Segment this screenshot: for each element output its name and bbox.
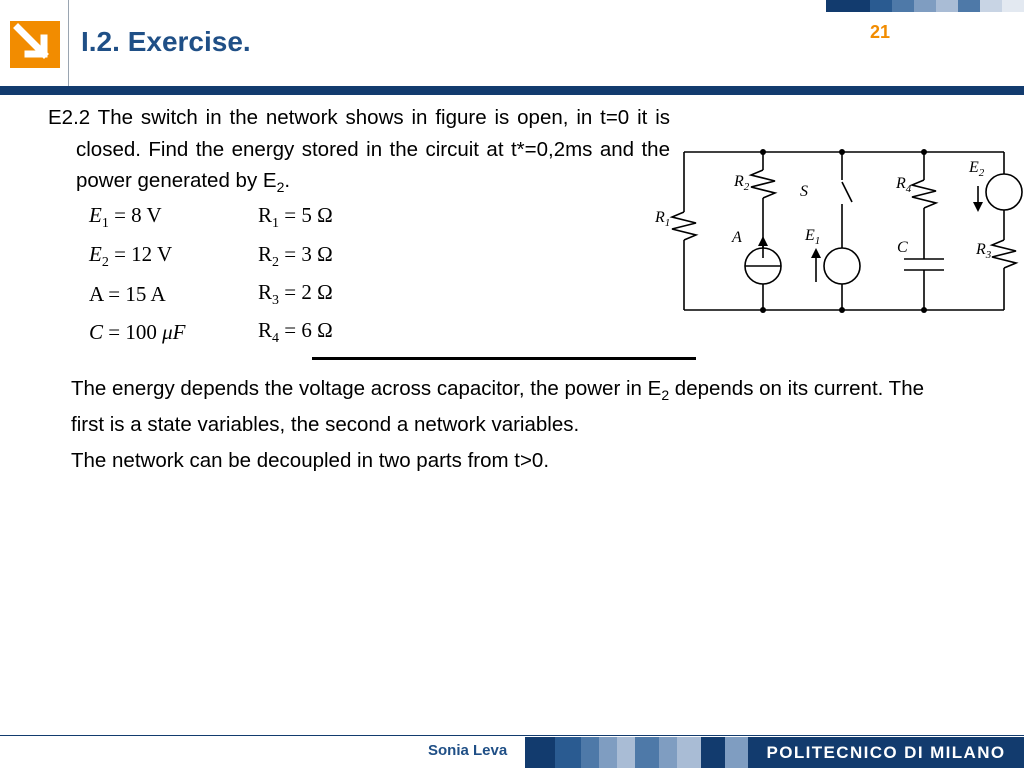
slide-number: 21 xyxy=(870,22,891,42)
explanation-paragraph-1: The energy depends the voltage across capacitor, the power in $E_2$ depends on its current. The first is a state variables, the second a network variables. xyxy=(71,377,924,437)
header-divider xyxy=(68,0,69,86)
footer-author: Sonia Leva xyxy=(428,742,508,759)
footer-line xyxy=(0,735,1024,736)
circuit-label-e2: $E_2$ xyxy=(969,159,985,179)
header-color-strip xyxy=(826,0,1024,12)
circuit-label-r1: $R_1$ xyxy=(655,209,671,229)
given-a: A = 15 A xyxy=(89,282,166,306)
given-e2: $E_2 = 12$ V xyxy=(89,242,173,271)
given-r1: $R_1 = 5$ Ω xyxy=(258,203,333,232)
circuit-label-c: C xyxy=(897,239,908,256)
given-r2: $R_2 = 3$ Ω xyxy=(258,242,333,271)
arrow-logo-icon xyxy=(0,0,68,86)
circuit-label-r3: $R_3$ xyxy=(976,241,992,261)
header-bar xyxy=(0,86,1024,95)
footer-brand: POLITECNICO DI MILANO xyxy=(748,737,1024,768)
circuit-diagram xyxy=(650,145,1024,320)
given-c: C = 100 μF xyxy=(89,320,186,344)
given-r4: $R_4 = 6$ Ω xyxy=(258,318,333,347)
circuit-label-s: S xyxy=(800,183,808,200)
page-title: I.2. Exercise. xyxy=(81,26,251,57)
problem-statement: E2.2 The switch in the network shows in figure is open, in t=0 it is closed. Find the energy stored in the circuit at t*=0,2ms and the power generated by $E_2$. xyxy=(48,106,670,196)
given-r3: $R_3 = 2$ Ω xyxy=(258,280,333,309)
circuit-label-r2: $R_2$ xyxy=(734,173,750,193)
footer-color-strip xyxy=(525,737,748,768)
circuit-label-r4: $R_4$ xyxy=(896,175,912,195)
explanation-paragraph-2: The network can be decoupled in two parts from t>0. xyxy=(71,449,550,472)
circuit-label-a: A xyxy=(732,229,742,246)
circuit-label-e1: $E_1$ xyxy=(805,227,821,247)
separator-rule xyxy=(312,357,696,360)
logo xyxy=(0,0,68,86)
given-e1: $E_1 = 8$ V xyxy=(89,203,162,232)
